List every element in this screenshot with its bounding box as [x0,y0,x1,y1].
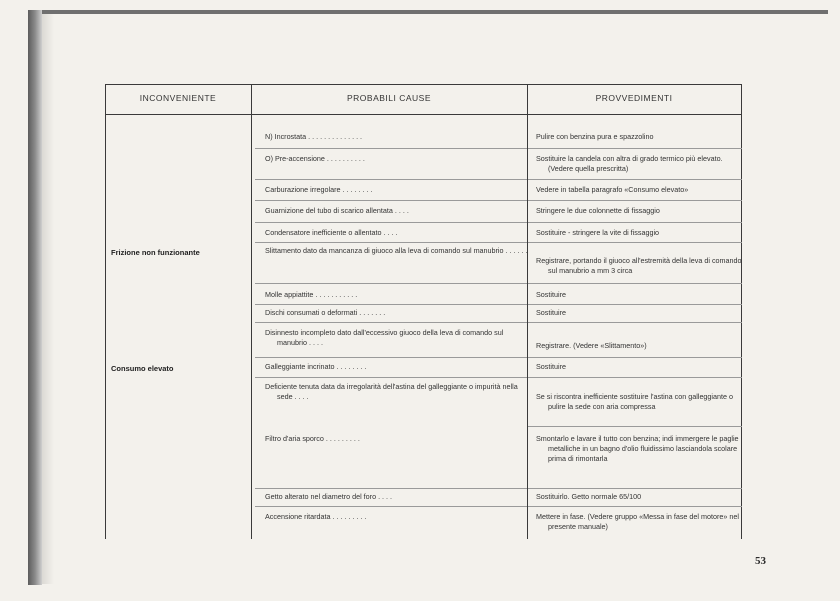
row-separator [528,304,742,305]
problem-label-consumption: Consumo elevato [111,364,174,373]
row-separator [528,506,742,507]
table-row-cause: Molle appiattite . . . . . . . . . . . [265,290,358,299]
column-divider-1 [251,84,252,539]
problem-label-clutch: Frizione non funzionante [111,248,200,257]
header-remedies: PROVVEDIMENTI [595,93,673,103]
table-row-remedy: Registrare. (Vedere «Slittamento») [536,341,647,350]
row-separator [528,426,742,427]
table-row-cause: Deficiente tenuta data da irregolarità dell'astina del galleggiante o impurità nella sede . . . . [265,382,518,401]
table-row-remedy: Vedere in tabella paragrafo «Consumo elevato» [536,185,689,194]
table-row-remedy: Se si riscontra inefficiente sostituire l'astina con galleggiante o pulire la sede con aria compressa [536,392,734,411]
table-row-remedy: Sostituire - stringere la vite di fissaggio [536,228,660,237]
page-number: 53 [755,555,766,567]
row-separator [528,148,742,149]
table-row-cause: Disinnesto incompleto dato dall'eccessivo giuoco della leva di comando sul manubrio . . . . [265,328,504,347]
row-separator [528,377,742,378]
table-top-border [105,84,742,85]
row-separator [528,357,742,358]
row-separator [528,222,742,223]
table-row-cause: Dischi consumati o deformati . . . . . . . [265,308,386,317]
table-row-cause: Slittamento dato da mancanza di giuoco alla leva di comando sul manubrio . . . . . . [265,246,528,255]
row-separator [255,283,527,284]
table-row-cause: O) Pre-accensione . . . . . . . . . . [265,154,365,163]
row-separator [255,357,527,358]
header-problem: INCONVENIENTE [139,93,217,103]
row-separator [528,242,742,243]
page-binding-shadow [42,14,54,584]
row-separator [255,377,527,378]
page-top-edge [28,10,828,14]
table-row-cause: Accensione ritardata . . . . . . . . . [265,512,367,521]
table-row-remedy: Mettere in fase. (Vedere gruppo «Messa in fase del motore» nel presente manuale) [536,512,739,531]
table-row-cause: Condensatore inefficiente o allentato . . . . [265,228,398,237]
table-row-remedy: Sostituire [536,362,566,371]
row-separator [255,200,527,201]
table-row-remedy: Stringere le due colonnette di fissaggio [536,206,660,215]
table-row-remedy: Sostituirlo. Getto normale 65/100 [536,492,642,501]
row-separator [255,179,527,180]
table-row-remedy: Sostituire [536,290,566,299]
table-row-cause: Galleggiante incrinato . . . . . . . . [265,362,367,371]
table-row-cause: Filtro d'aria sporco . . . . . . . . . [265,434,360,443]
table-row-remedy: Pulire con benzina pura e spazzolino [536,132,654,141]
row-separator [255,222,527,223]
table-row-cause: N) Incrostata . . . . . . . . . . . . . . [265,132,363,141]
row-separator [528,488,742,489]
row-separator [528,322,742,323]
row-separator [528,283,742,284]
header-causes: PROBABILI CAUSE [346,93,432,103]
table-row-remedy: Registrare, portando il giuoco all'estremità della leva di comando sul manubrio a mm 3 circa [536,256,742,275]
table-row-remedy: Sostituire la candela con altra di grado termico più elevato. (Vedere quella prescritta) [536,154,723,173]
row-separator [528,200,742,201]
row-separator [255,148,527,149]
page-binding-edge [28,10,42,585]
row-separator [255,506,527,507]
table-row-cause: Getto alterato nel diametro del foro . . . . [265,492,393,501]
row-separator [528,179,742,180]
row-separator [255,322,527,323]
row-separator [255,242,527,243]
table-row-cause: Carburazione irregolare . . . . . . . . [265,185,373,194]
table-row-cause: Guarnizione del tubo di scarico allentata . . . . [265,206,409,215]
row-separator [255,304,527,305]
row-separator [255,488,527,489]
table-row-remedy: Sostituire [536,308,566,317]
header-bottom-border [105,114,742,115]
troubleshooting-table [105,84,742,539]
table-row-remedy: Smontarlo e lavare il tutto con benzina; indi immergere le paglie metalliche in un bagno d'olio fluidissimo lasciandola scolare prima di rimontarla [536,434,739,463]
table-left-border [105,84,106,539]
